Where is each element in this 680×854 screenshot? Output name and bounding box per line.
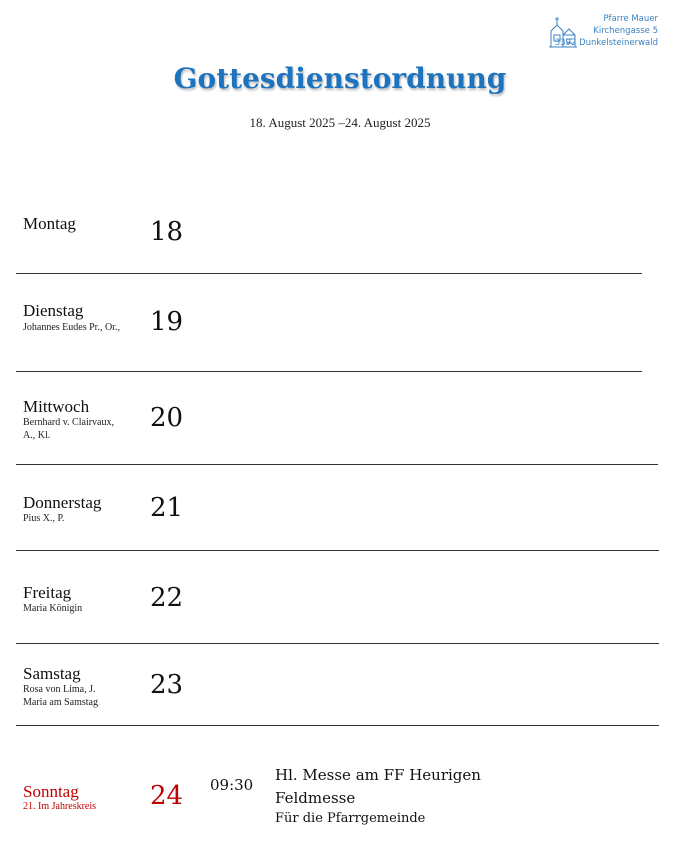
parish-address bbox=[555, 13, 658, 49]
row-divider bbox=[16, 725, 659, 726]
row-divider bbox=[16, 464, 658, 465]
event-title: Hl. Messe am FF Heurigen bbox=[275, 766, 481, 784]
day-name: Sonntag bbox=[23, 782, 79, 801]
day-name: Dienstag bbox=[23, 301, 84, 320]
day-saint: Bernhard v. Clairvaux, A., Kl. bbox=[23, 417, 114, 441]
day-date: 24 bbox=[150, 781, 184, 811]
day-saint: Rosa von Lima, J. Maria am Samstag bbox=[23, 684, 98, 708]
parish-name: Pfarre Mauer bbox=[603, 14, 658, 24]
day-date: 21 bbox=[150, 493, 184, 523]
row-divider bbox=[16, 550, 659, 551]
day-date: 20 bbox=[150, 403, 184, 433]
day-date: 22 bbox=[150, 583, 184, 613]
row-divider bbox=[16, 371, 642, 372]
row-divider bbox=[16, 273, 642, 274]
day-saint: Maria Königin bbox=[23, 603, 83, 614]
day-saint: Johannes Eudes Pr., Or., bbox=[23, 322, 120, 333]
day-date: 23 bbox=[150, 670, 184, 700]
date-range: 18. August 2025 –24. August 2025 bbox=[249, 115, 431, 130]
day-name: Donnerstag bbox=[23, 493, 102, 512]
row-divider bbox=[16, 643, 659, 644]
parish-street: Kirchengasse 5 bbox=[593, 26, 658, 36]
day-name: Freitag bbox=[23, 583, 72, 602]
parish-header bbox=[548, 13, 658, 53]
day-date: 19 bbox=[150, 307, 184, 337]
day-name: Mittwoch bbox=[23, 397, 90, 416]
event-time: 09:30 bbox=[210, 776, 254, 794]
page-title: Gottesdienstordnung bbox=[173, 62, 507, 95]
day-name: Samstag bbox=[23, 664, 81, 683]
event-subtitle: Feldmesse bbox=[275, 789, 356, 807]
day-saint: Pius X., P. bbox=[23, 513, 65, 524]
day-saint: 21. Im Jahreskreis bbox=[23, 801, 97, 812]
event-note: Für die Pfarrgemeinde bbox=[275, 811, 426, 826]
day-date: 18 bbox=[150, 217, 184, 247]
day-name: Montag bbox=[23, 214, 76, 233]
parish-city: 3392 Dunkelsteinerwald bbox=[554, 38, 658, 48]
